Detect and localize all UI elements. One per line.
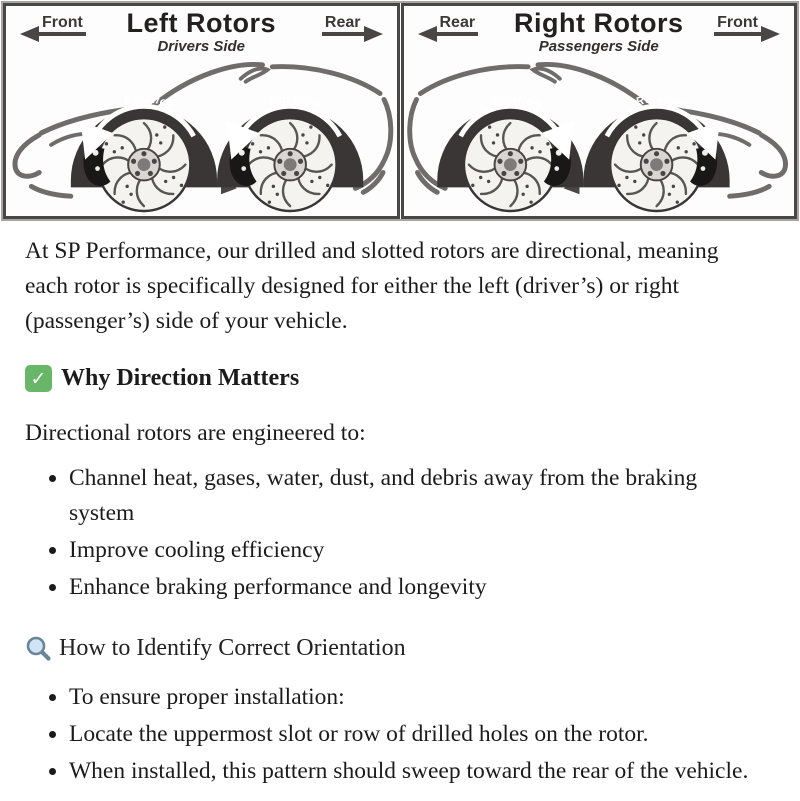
- right-panel-header: [404, 6, 795, 56]
- rear-label: Rear: [322, 14, 364, 36]
- rotor-direction-diagram: [1, 1, 799, 221]
- panel-subtitle: Passengers Side: [538, 38, 659, 55]
- list-item: • Improve cooling efficiency: [69, 533, 762, 568]
- heading-text: Why Direction Matters: [61, 365, 300, 391]
- rotation-label: Rotation: [487, 93, 543, 113]
- arrow-right-icon: [761, 26, 780, 42]
- heading-text: How to Identify Correct Orientation: [59, 635, 406, 661]
- list-item: • When installed, this pattern should sweep toward the rear of the vehicle.: [69, 754, 762, 789]
- steps-list: [25, 680, 762, 789]
- rear-wheel-rotor: [217, 93, 363, 211]
- list-item: • Enhance braking performance and longevity: [69, 570, 762, 605]
- front-direction-arrow: [714, 14, 780, 36]
- why-direction-matters-heading: [25, 365, 762, 392]
- rear-direction-arrow: [322, 14, 383, 36]
- front-label: Front: [39, 14, 86, 36]
- front-wheel-rotor: [583, 93, 729, 211]
- intro-paragraph: At SP Performance, our drilled and slotted rotors are directional, meaning each rotor is specifically designed for either the left (driver’s) or right (passenger’s) side of your vehicle.: [25, 238, 719, 334]
- magnifier-icon: [25, 635, 52, 662]
- rotation-label: Rotation: [634, 93, 689, 113]
- check-icon: ✓: [25, 365, 52, 392]
- panel-title: Right Rotors: [514, 8, 684, 38]
- benefits-list: [25, 461, 762, 605]
- list-item: • To ensure proper installation:: [69, 680, 762, 715]
- panel-title: Left Rotors: [126, 8, 276, 38]
- left-car-illustration: [6, 52, 397, 214]
- rotation-label: Rotation: [268, 93, 323, 113]
- rear-wheel-rotor: [437, 93, 583, 211]
- engineered-intro: Directional rotors are engineered to:: [25, 420, 366, 446]
- list-item: • Locate the uppermost slot or row of drilled holes on the rotor.: [69, 717, 762, 752]
- arrow-right-icon: [364, 26, 383, 42]
- front-label: Front: [714, 14, 761, 36]
- identify-orientation-heading: [25, 635, 762, 662]
- left-panel-header: [6, 6, 397, 56]
- right-rotors-panel: [401, 3, 798, 219]
- list-item: • Channel heat, gases, water, dust, and debris away from the braking system: [69, 461, 762, 531]
- left-rotors-panel: [3, 3, 400, 219]
- right-car-illustration: [404, 52, 795, 214]
- front-wheel-rotor: [71, 93, 217, 211]
- rear-label: Rear: [437, 14, 479, 36]
- panel-subtitle: Drivers Side: [157, 38, 246, 55]
- rotation-label: Rotation: [121, 93, 177, 113]
- article-body: [0, 222, 790, 789]
